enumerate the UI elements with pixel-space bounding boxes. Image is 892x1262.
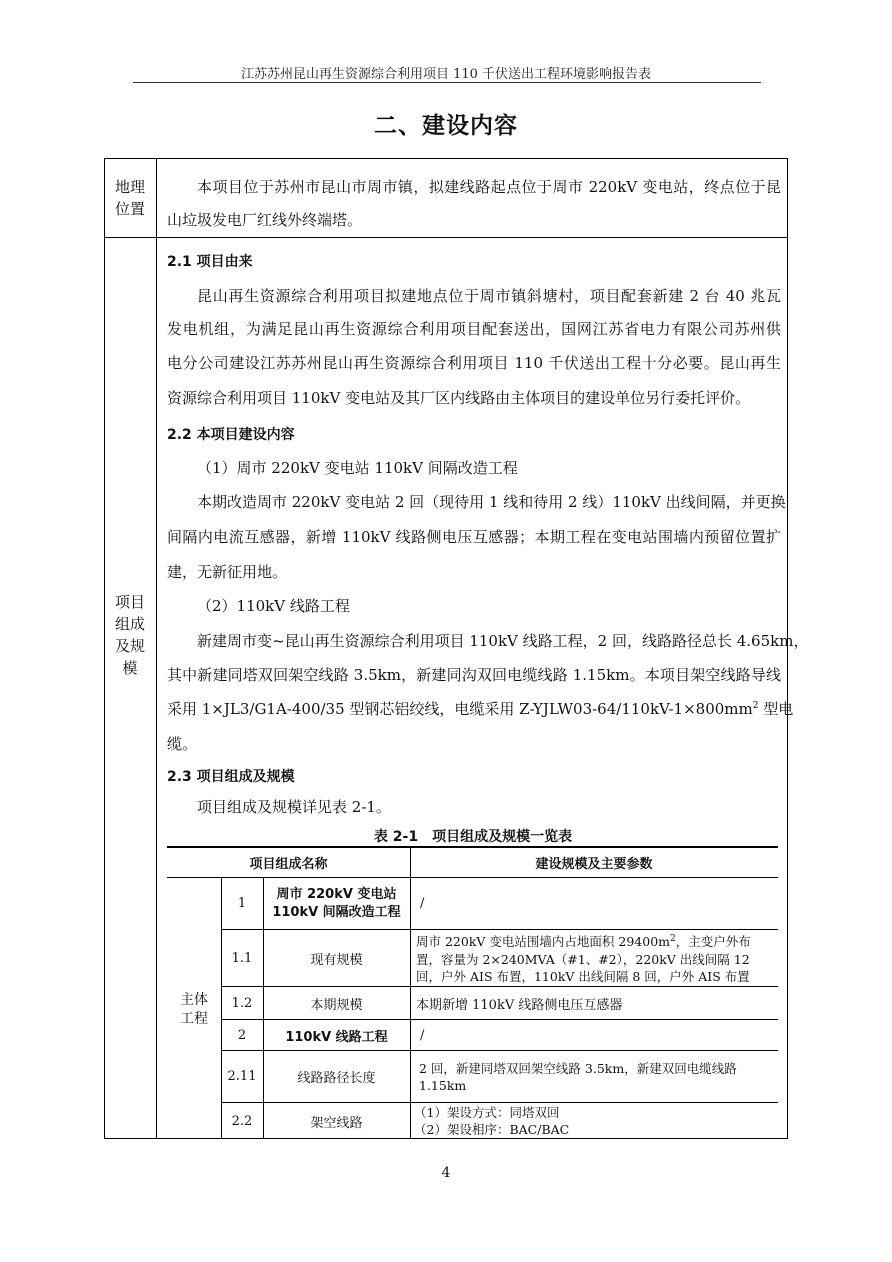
table-row-param: 2 回，新建同塔双回架空线路 3.5km，新建双回电缆线路 1.15km xyxy=(419,1060,737,1093)
table-row-param: / xyxy=(420,1027,425,1043)
table-row-name: 110kV 线路工程 xyxy=(285,1029,388,1045)
paragraph-line: 缆。 xyxy=(167,735,198,753)
paragraph-line: 项目组成及规模详见表 2-1。 xyxy=(197,798,391,816)
table-row-name: 周市 220kV 变电站 110kV 间隔改造工程 xyxy=(272,886,401,920)
paragraph-line: 电分公司建设江苏苏州昆山再生资源综合利用项目 110 千伏送出工程十分必要。昆山再生 xyxy=(167,354,781,372)
table-row-number: 1 xyxy=(237,896,247,911)
table-row-name: 现有规模 xyxy=(310,952,363,968)
table-row-number: 1.2 xyxy=(231,995,253,1011)
table-row-number: 2.11 xyxy=(227,1069,257,1084)
group-label-main-works: 主体 工程 xyxy=(180,992,208,1027)
heading-2-1: 2.1 项目由来 xyxy=(167,254,253,270)
table-row-param: / xyxy=(420,896,425,911)
table-row-number: 2.2 xyxy=(231,1113,253,1129)
table-header-left: 项目组成名称 xyxy=(249,856,328,872)
paragraph-line: 间隔内电流互感器，新增 110kV 线路侧电压互感器；本期工程在变电站围墙内预留位置扩 xyxy=(167,528,781,546)
table-row-number: 2 xyxy=(237,1027,247,1043)
table-row-name: 本期规模 xyxy=(310,997,363,1013)
paragraph-line: 发电机组，为满足昆山再生资源综合利用项目配套送出，国网江苏省电力有限公司苏州供 xyxy=(167,320,781,338)
paragraph-line: 采用 1×JL3/G1A-400/35 型钢芯铝绞线，电缆采用 $Z-YJLW03-64/110kV-1\times 800mm^2$ 型电 xyxy=(167,700,794,718)
table-row-param: （1）架设方式：同塔双回 （2）架设相序：BAC/BAC xyxy=(414,1105,570,1137)
geo-text-line: 山垃圾发电厂红线外终端塔。 xyxy=(167,211,363,229)
table-header-right: 建设规模及主要参数 xyxy=(535,856,653,872)
paragraph-line: 昆山再生资源综合利用项目拟建地点位于周市镇斜塘村，项目配套新建 2 台 40 兆瓦 xyxy=(197,287,781,305)
subheading-1: （1）周市 220kV 变电站 110kV 间隔改造工程 xyxy=(197,459,518,477)
table-row-name: 线路路径长度 xyxy=(297,1071,376,1086)
paragraph-line: 本期改造周市 220kV 变电站 2 回（现待用 1 线和待用 2 线）110kV 出线间隔，并更换 xyxy=(197,493,786,511)
page-number: 4 xyxy=(441,1165,451,1181)
paragraph-line: 其中新建同塔双回架空线路 3.5km，新建同沟双回电缆线路 1.15km。本项目架空线路导线 xyxy=(167,666,781,684)
paragraph-line: 建，无新征用地。 xyxy=(167,563,288,581)
frame-divider xyxy=(104,237,788,238)
section-title: 二、建设内容 xyxy=(374,113,518,139)
header-rule xyxy=(133,82,761,83)
heading-2-3: 2.3 项目组成及规模 xyxy=(167,769,295,785)
paragraph-line: 新建周市变~昆山再生资源综合利用项目 110kV 线路工程，2 回，线路路径总长 4.65km， xyxy=(197,632,809,650)
table-row-number: 1.1 xyxy=(231,950,253,966)
subheading-2: （2）110kV 线路工程 xyxy=(197,597,350,615)
table-col-rule xyxy=(410,877,411,1139)
project-composition-label: 项目 组成 及规 模 xyxy=(114,593,145,677)
table-row-name: 架空线路 xyxy=(310,1115,363,1131)
geo-text-line: 本项目位于苏州市昆山市周市镇，拟建线路起点位于周市 220kV 变电站，终点位于昆 xyxy=(197,178,781,196)
frame-column-divider xyxy=(156,158,157,1139)
table-caption: 表 2-1 项目组成及规模一览表 xyxy=(373,829,573,845)
table-row-param: 周市 220kV 变电站围墙内占地面积 $29400m^2$，主变户外布 置，容量为 2×240MVA（#1、#2），220kV 出线间隔 12 回，户外 AIS 布置，110kV 出线间隔 8 回，户外 AIS 布置 xyxy=(416,934,751,984)
heading-2-2: 2.2 本项目建设内容 xyxy=(167,427,295,443)
geo-location-label: 地理 位置 xyxy=(114,178,145,218)
table-row-param: 本期新增 110kV 线路侧电压互感器 xyxy=(416,997,623,1013)
paragraph-line: 资源综合利用项目 110kV 变电站及其厂区内线路由主体项目的建设单位另行委托评价。 xyxy=(167,389,751,407)
running-header: 江苏苏州昆山再生资源综合利用项目 110 千伏送出工程环境影响报告表 xyxy=(240,67,652,82)
